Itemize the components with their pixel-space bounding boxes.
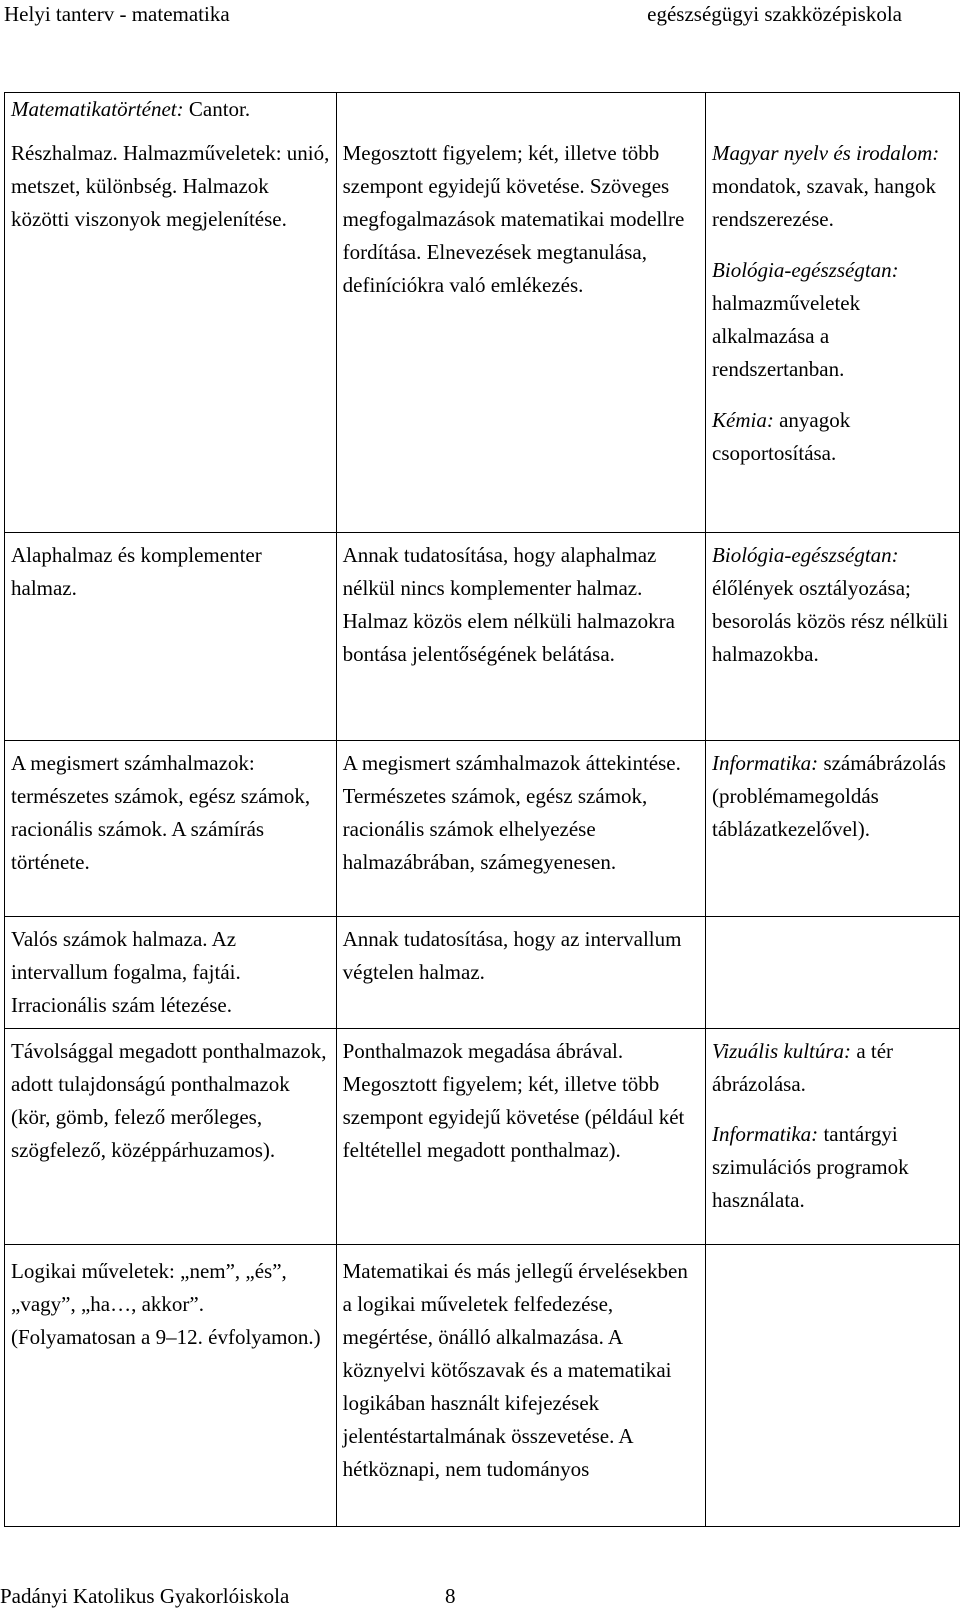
connection-label: Kémia: bbox=[712, 408, 774, 432]
topic-cell bbox=[5, 917, 337, 1029]
development-text: Ponthalmazok megadása ábrával. Megosztott figyelem; két, illetve több szempont egyidejű követése (például két feltétellel megadott ponthalmaz). bbox=[342, 1039, 685, 1162]
table-row bbox=[5, 1029, 960, 1245]
development-cell bbox=[336, 93, 705, 533]
connection-item bbox=[712, 1118, 953, 1217]
development-cell bbox=[336, 1029, 705, 1245]
topic-text: Távolsággal megadott ponthalmazok, adott tulajdonságú ponthalmazok (kör, gömb, felező merőleges, szögfelező, középpárhuzamos). bbox=[11, 1039, 327, 1162]
connection-label: Informatika: bbox=[712, 1122, 819, 1146]
connection-item bbox=[712, 747, 953, 846]
connections-cell bbox=[706, 533, 960, 741]
topic-cell bbox=[5, 1245, 337, 1527]
connection-label: Biológia-egészségtan: bbox=[712, 258, 899, 282]
topic-cell bbox=[5, 741, 337, 917]
connections-cell bbox=[706, 1029, 960, 1245]
connections-cell bbox=[706, 93, 960, 533]
table-row bbox=[5, 533, 960, 741]
connection-text: élőlények osztályozása; besorolás közös rész nélküli halmazokba. bbox=[712, 576, 949, 666]
connections-cell bbox=[706, 741, 960, 917]
connection-label: Magyar nyelv és irodalom: bbox=[712, 141, 940, 165]
connections-cell bbox=[706, 917, 960, 1029]
table-row bbox=[5, 1245, 960, 1527]
topic-cell bbox=[5, 1029, 337, 1245]
topic-hist-label: Matematikatörténet: bbox=[11, 97, 184, 121]
table-row bbox=[5, 917, 960, 1029]
connection-text: halmazműveletek alkalmazása a rendszertanban. bbox=[712, 291, 861, 381]
connections-cell bbox=[706, 1245, 960, 1527]
connection-text: a tér ábrázolása. bbox=[712, 1039, 894, 1096]
topic-text: Valós számok halmaza. Az intervallum fogalma, fajtái. Irracionális szám létezése. bbox=[11, 927, 241, 1017]
table-row bbox=[5, 93, 960, 533]
connection-item bbox=[712, 539, 953, 671]
topic-text: Logikai műveletek: „nem”, „és”, „vagy”, „ha…, akkor”. (Folyamatosan a 9–12. évfolyamon.) bbox=[11, 1259, 321, 1349]
connection-item bbox=[712, 1035, 953, 1101]
topic-text: Alaphalmaz és komplementer halmaz. bbox=[11, 543, 262, 600]
curriculum-table bbox=[4, 92, 960, 1527]
development-cell bbox=[336, 1245, 705, 1527]
development-cell bbox=[336, 917, 705, 1029]
development-text: Annak tudatosítása, hogy alaphalmaz nélkül nincs komplementer halmaz. Halmaz közös elem nélküli halmazokra bontása jelentőségének belátása. bbox=[342, 543, 675, 666]
topic-cell bbox=[5, 533, 337, 741]
connection-item bbox=[712, 254, 953, 386]
topic-text: Részhalmaz. Halmazműveletek: unió, metszet, különbség. Halmazok közötti viszonyok megjelenítése. bbox=[11, 141, 330, 231]
topic-hist-text: Cantor. bbox=[183, 97, 251, 121]
connection-text: számábrázolás (problémamegoldás táblázatkezelővel). bbox=[712, 751, 946, 841]
development-text: Matematikai és más jellegű érvelésekben a logikai műveletek felfedezése, megértése, önálló alkalmazása. A köznyelvi kötőszavak és a matematikai logikában használt kifejezések jelentéstartalmának összevetése. A hétköznapi, nem tudományos bbox=[342, 1259, 688, 1481]
topic-text: A megismert számhalmazok: természetes számok, egész számok, racionális számok. A számírás története. bbox=[11, 751, 311, 874]
development-text: A megismert számhalmazok áttekintése. Természetes számok, egész számok, racionális számok elhelyezése halmazábrában, számegyenesen. bbox=[342, 751, 681, 874]
development-cell bbox=[336, 741, 705, 917]
development-cell bbox=[336, 533, 705, 741]
development-text: Annak tudatosítása, hogy az intervallum végtelen halmaz. bbox=[342, 927, 682, 984]
connection-item bbox=[712, 404, 953, 470]
connection-text: mondatok, szavak, hangok rendszerezése. bbox=[712, 174, 936, 231]
header-title: Helyi tanterv - matematika bbox=[4, 2, 230, 26]
connection-text: anyagok csoportosítása. bbox=[712, 408, 851, 465]
topic-cell bbox=[5, 93, 337, 533]
connection-label: Biológia-egészségtan: bbox=[712, 543, 899, 567]
page-number: 8 bbox=[445, 1584, 456, 1608]
footer-school-name: Padányi Katolikus Gyakorlóiskola bbox=[0, 1584, 290, 1608]
connection-item bbox=[712, 137, 953, 236]
table-row bbox=[5, 741, 960, 917]
connection-label: Vizuális kultúra: bbox=[712, 1039, 852, 1063]
connection-text: tantárgyi szimulációs programok használata. bbox=[712, 1122, 909, 1212]
connection-label: Informatika: bbox=[712, 751, 819, 775]
header-school-type: egészségügyi szakközépiskola bbox=[647, 2, 902, 26]
development-text: Megosztott figyelem; két, illetve több szempont egyidejű követése. Szöveges megfogalmazások matematikai modellre fordítása. Elnevezések megtanulása, definíciókra való emlékezés. bbox=[342, 141, 685, 297]
